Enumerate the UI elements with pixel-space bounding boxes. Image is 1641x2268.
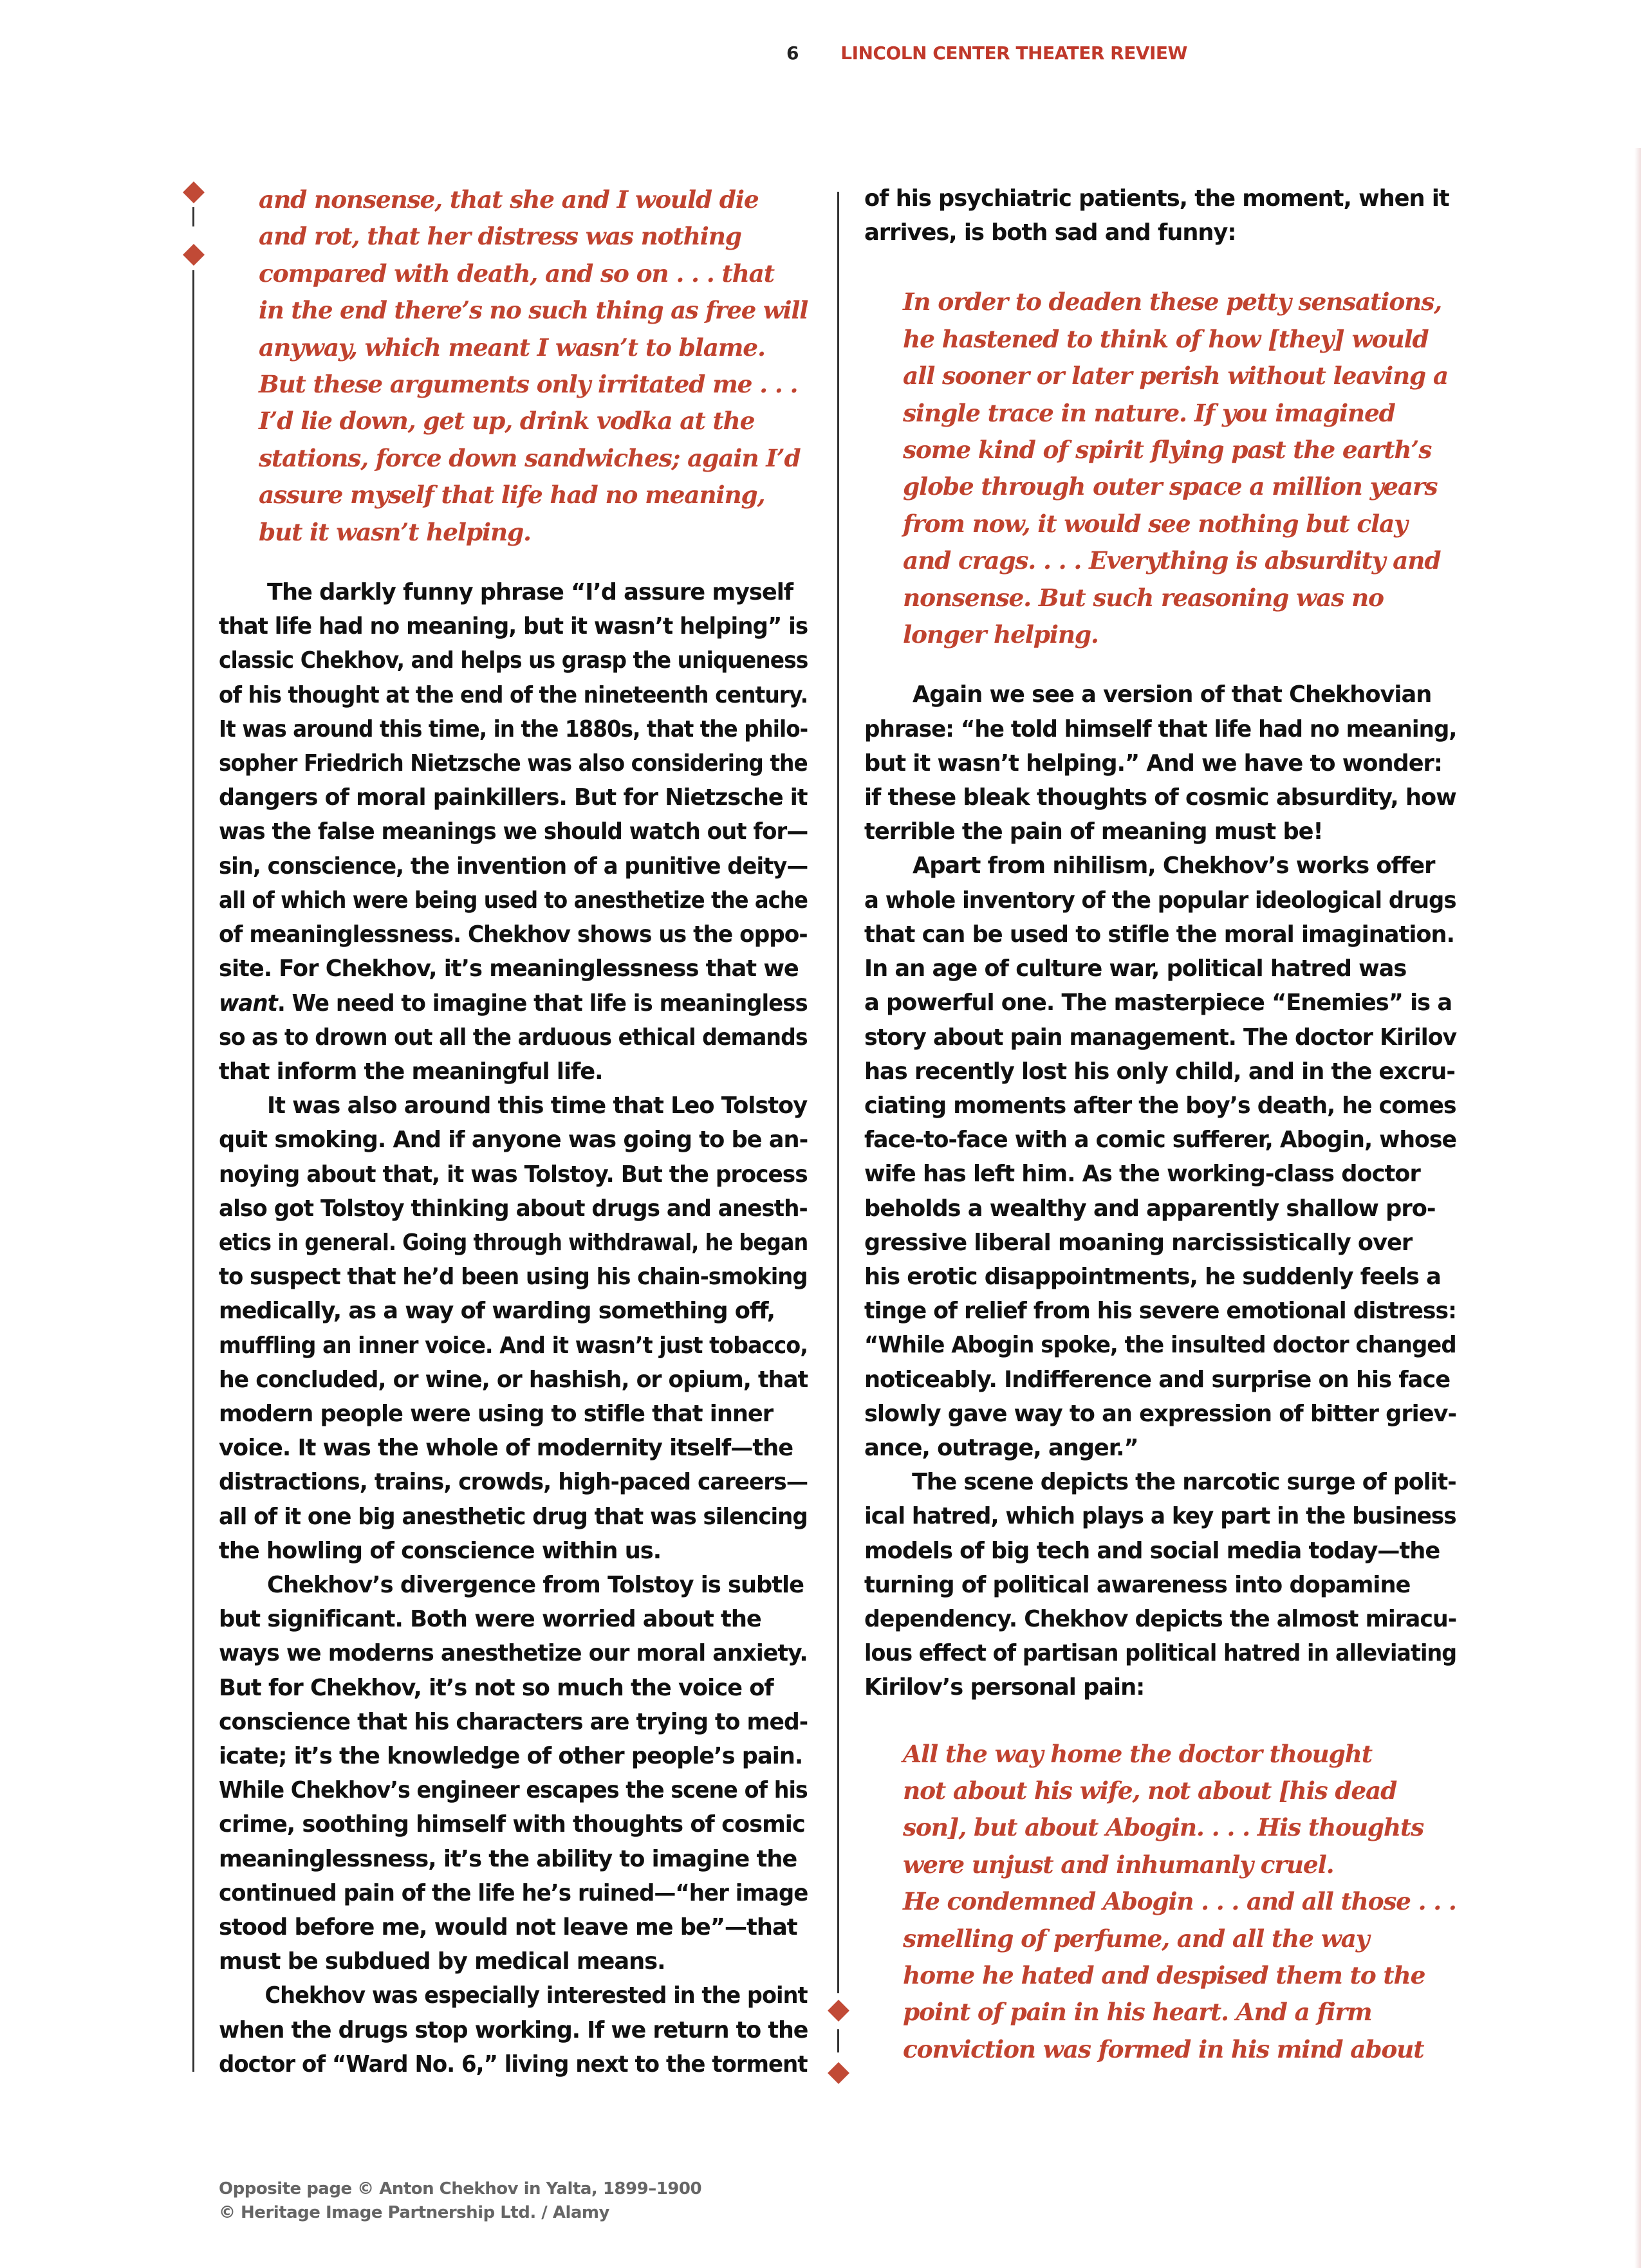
quote-line: in the end there’s no such thing as free will [259,296,808,325]
paragraph-line: noying about that, it was Tolstoy. But the process [219,1161,808,1188]
quote-line: compared with death, and so on . . . that [259,259,774,288]
paragraph-line: gressive liberal moaning narcissistically over [864,1229,1413,1256]
running-header [786,42,1187,64]
paragraph-line: crime, soothing himself with thoughts of cosmic [219,1811,805,1838]
paragraph-line: It was around this time, in the 1880s, that the philo- [219,715,808,742]
quote-line: assure myself that life had no meaning, [259,481,765,510]
diamond-ornament [183,181,205,203]
paragraph [219,1089,808,1568]
paragraph-line: continued pain of the life he’s ruined—“her image [219,1879,808,1906]
paragraph-line [219,986,808,1020]
quote-line: I’d lie down, get up, drink vodka at the [259,407,755,436]
quote-line: point of pain in his heart. And a firm [903,1998,1372,2027]
paragraph-line: a whole inventory of the popular ideological drugs [864,887,1456,914]
quote-line: All the way home the doctor thought [903,1739,1372,1768]
quote-line: smelling of perfume, and all the way [903,1924,1369,1953]
quote-line: and crags. . . . Everything is absurdity and [903,546,1441,575]
paragraph-line: sopher Friedrich Nietzsche was also considering the [219,750,808,777]
paragraph-line: slowly gave way to an expression of bitter griev- [864,1400,1457,1427]
quote-line: from now, it would see nothing but clay [903,509,1407,538]
quote-line: home he hated and despised them to the [903,1961,1425,1989]
paragraph-line: The darkly funny phrase “I’d assure myself [267,579,793,606]
paragraph [219,1568,808,1978]
paragraph-line: phrase: “he told himself that life had no meaning, [864,715,1457,742]
publication-title: LINCOLN CENTER THEATER REVIEW [840,42,1187,64]
paragraph-line: distractions, trains, crowds, high-paced careers— [219,1469,808,1496]
paragraph-line: terrible the pain of meaning must be! [864,818,1323,845]
quote-line: and nonsense, that she and I would die [259,185,759,214]
paragraph-line: In an age of culture war, political hatred was [864,955,1407,982]
paragraph-line: story about pain management. The doctor Kirilov [864,1024,1457,1051]
paragraph-line: ical hatred, which plays a key part in the business [864,1503,1456,1530]
paragraph-line: so as to drown out all the arduous ethical demands [219,1024,808,1051]
quote-line: longer helping. [903,620,1099,649]
quote-line: all sooner or later perish without leaving a [903,362,1449,391]
paragraph-line: dependency. Chekhov depicts the almost miracu- [864,1605,1457,1632]
paragraph-line: ance, outrage, anger.” [864,1434,1138,1461]
quote-line: single trace in nature. If you imagined [903,398,1395,427]
paragraph-line: his erotic disappointments, he suddenly feels a [864,1263,1441,1290]
paragraph-line: has recently lost his only child, and in the excru- [864,1058,1455,1085]
paragraph-line: of his thought at the end of the nineteenth century. [219,681,808,708]
diamond-ornament [183,244,205,266]
paragraph-line: The scene depicts the narcotic surge of polit- [912,1469,1456,1496]
diamond-ornament [828,2062,849,2084]
paragraph-line: of his psychiatric patients, the moment, when it [864,185,1449,212]
paragraph-line: icate; it’s the knowledge of other people’s pain. [219,1742,803,1769]
credit-line: Opposite page © Anton Chekhov in Yalta, 1899–1900 [219,2179,702,2199]
diamond-ornament [828,2000,849,2022]
paragraph-line: wife has left him. As the working-class doctor [864,1161,1420,1188]
quote-line: anyway, which meant I wasn’t to blame. [259,333,765,362]
paragraph-line: It was also around this time that Leo Tolstoy [267,1093,808,1120]
block-quote [219,181,808,551]
paragraph-line: Again we see a version of that Chekhovian [913,681,1432,708]
paragraph-line: muffling an inner voice. And it wasn’t just tobacco, [219,1332,808,1359]
paragraph-line: but it wasn’t helping.” And we have to wonder: [864,750,1442,777]
paragraph-line: noticeably. Indifference and surprise on his face [864,1366,1451,1393]
quote-line: some kind of spirit flying past the earth’s [903,436,1432,465]
quote-line: In order to deaden these petty sensations, [903,288,1442,317]
paragraph-line: ciating moments after the boy’s death, he comes [864,1092,1456,1119]
page-number: 6 [786,42,799,64]
paragraph-line: all of which were being used to anesthetize the ache [219,887,808,914]
quote-line: globe through outer space a million years [903,472,1438,501]
column-rule-right [837,192,839,1993]
paragraph-line: Chekhov was especially interested in the point [264,1982,808,2009]
paragraph-line: of meaninglessness. Chekhov shows us the oppo- [219,921,808,948]
paragraph-line: also got Tolstoy thinking about drugs and anesth- [219,1195,808,1222]
quote-line: He condemned Abogin . . . and all those . . . [903,1887,1456,1916]
column-rule-left [192,207,194,226]
quote-line: not about his wife, not about [his dead [903,1776,1397,1805]
paragraph-line: turning of political awareness into dopamine [864,1571,1411,1598]
column-rule-right [837,2029,839,2052]
paragraph-line: ways we moderns anesthetize our moral anxiety. [219,1640,808,1667]
paragraph-line: Apart from nihilism, Chekhov’s works offer [913,853,1435,880]
credit-line: © Heritage Image Partnership Ltd. / Alamy [219,2203,609,2222]
paragraph-line: must be subdued by medical means. [219,1948,665,1975]
paragraph-line: etics in general. Going through withdrawal, he began [219,1229,808,1256]
quote-line: were unjust and inhumanly cruel. [903,1850,1334,1879]
paragraph [219,575,808,986]
paragraph-line: But for Chekhov, it’s not so much the voice of [219,1674,774,1701]
paragraph-line: the howling of conscience within us. [219,1537,662,1564]
paragraph-line: While Chekhov’s engineer escapes the scene of his [219,1777,808,1804]
paragraph [219,1978,808,2081]
quote-line: he hastened to think of how [they] would [903,324,1429,353]
block-quote [864,1736,1456,2069]
paragraph-line: a powerful one. The masterpiece “Enemies” is a [864,990,1452,1017]
paragraph-line: but significant. Both were worried about the [219,1606,761,1633]
paragraph-line: site. For Chekhov, it’s meaninglessness that we [219,955,799,982]
paragraph-line: Chekhov’s divergence from Tolstoy is subtle [267,1571,804,1598]
quote-line: and rot, that her distress was nothing [259,222,741,251]
quote-line: But these arguments only irritated me . . . [259,370,798,399]
article-column-left [219,181,808,2081]
paragraph-line: classic Chekhov, and helps us grasp the uniqueness [219,647,808,674]
paragraph-line: he concluded, or wine, or hashish, or opium, that [219,1366,808,1393]
paragraph-line: meaninglessness, it’s the ability to imagine the [219,1845,797,1872]
paragraph-line: stood before me, would not leave me be”—that [219,1913,797,1941]
paragraph-line: all of it one big anesthetic drug that was silencing [219,1503,808,1530]
paragraph-line: lous effect of partisan political hatred in alleviating [864,1640,1457,1667]
paragraph-line: sin, conscience, the invention of a punitive deity— [219,853,808,880]
quote-line: conviction was formed in his mind about [903,2034,1424,2063]
paragraph [219,1020,808,1089]
quote-line: stations, force down sandwiches; again I’d [259,443,801,472]
paragraph-line: voice. It was the whole of modernity itself—the [219,1435,793,1462]
paragraph-line: “While Abogin spoke, the insulted doctor changed [864,1332,1456,1359]
quote-line: son], but about Abogin. . . . His thoughts [903,1813,1424,1842]
paragraph-line: models of big tech and social media today—the [864,1537,1440,1564]
paragraph-line: doctor of “Ward No. 6,” living next to the torment [219,2051,808,2078]
photo-credit [219,2177,701,2225]
paragraph-line: arrives, is both sad and funny: [864,219,1236,246]
article-column-right [864,181,1456,2068]
quote-line: nonsense. But such reasoning was no [903,583,1384,612]
paragraph-line: when the drugs stop working. If we return to the [219,2016,808,2043]
paragraph-line: to suspect that he’d been using his chain-smoking [219,1264,808,1291]
block-quote [864,284,1456,653]
paragraph-line-rest: . We need to imagine that life is meaningless [277,990,808,1017]
paragraph [864,678,1456,849]
column-rule-left [192,270,194,2072]
paragraph-line: dangers of moral painkillers. But for Nietzsche it [219,784,808,811]
paragraph-line: quit smoking. And if anyone was going to be an- [219,1127,808,1154]
paragraph-line: medically, as a way of warding something off, [219,1298,775,1325]
paragraph-line: face-to-face with a comic sufferer, Abogin, whose [864,1127,1457,1154]
paragraph-line: Kirilov’s personal pain: [864,1674,1145,1701]
quote-line: but it wasn’t helping. [259,517,531,546]
paragraph-line: tinge of relief from his severe emotional distress: [864,1298,1456,1325]
paragraph-line: if these bleak thoughts of cosmic absurdity, how [864,784,1456,811]
paragraph-line: modern people were using to stifle that inner [219,1400,774,1427]
emphasis-want: want [219,990,277,1017]
paragraph-line: beholds a wealthy and apparently shallow pro- [864,1195,1436,1222]
paragraph [864,1465,1456,1704]
paragraph-line: conscience that his characters are trying to med- [219,1708,808,1735]
paragraph [864,181,1456,250]
paragraph-line: that inform the meaningful life. [219,1058,603,1085]
paragraph-line: that can be used to stifle the moral imagination. [864,921,1454,948]
paragraph-line: that life had no meaning, but it wasn’t helping” is [219,613,808,640]
paragraph-line: was the false meanings we should watch out for— [219,818,808,845]
paragraph [864,849,1456,1465]
page-edge-tint [1635,148,1641,2268]
